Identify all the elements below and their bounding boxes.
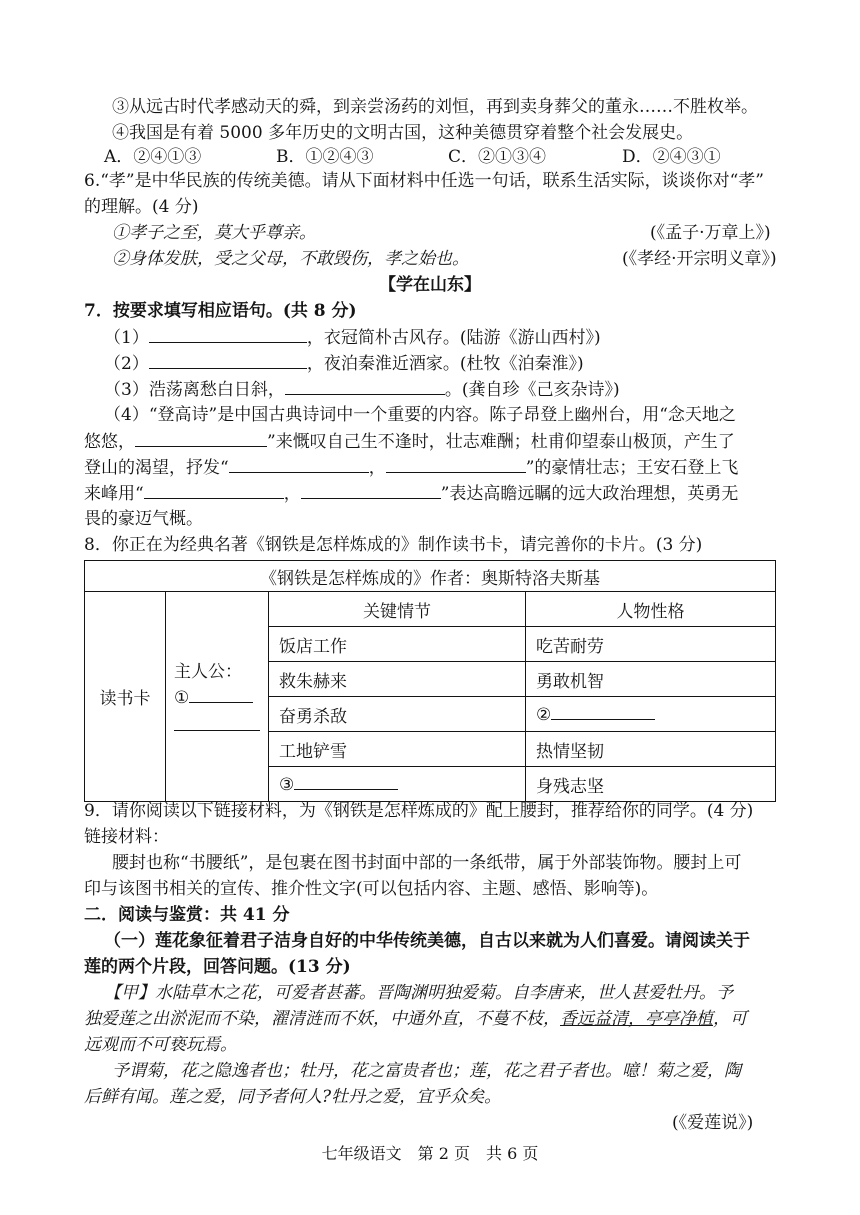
passage-jia-line1: 【甲】水陆草木之花，可爱者甚蕃。晋陶渊明独爱菊。自李唐来，世人甚爱牡丹。予 bbox=[104, 983, 733, 1003]
q7-item-1-number: （1） bbox=[104, 328, 149, 348]
q5-sentence-3: ③从远古时代孝感动天的舜，到亲尝汤药的刘恒，再到卖身葬父的董永……不胜枚举。 bbox=[112, 97, 758, 117]
q5-option-d: D．②④③① bbox=[622, 147, 721, 167]
q7-item-4-blank-1[interactable] bbox=[135, 430, 267, 447]
protagonist-label: 主人公： bbox=[174, 662, 242, 682]
q7-item-4-line3-b: ， bbox=[368, 458, 386, 478]
character-cell: 吃苦耐劳 bbox=[526, 627, 776, 662]
q7-item-2-text: ，夜泊秦淮近酒家。(杜牧《泊秦淮》) bbox=[306, 354, 584, 374]
character-blank-number: ② bbox=[536, 705, 552, 725]
character-blank-line[interactable] bbox=[551, 703, 655, 720]
q5-option-b: B．①②④③ bbox=[276, 147, 374, 167]
col-header-plot: 关键情节 bbox=[269, 592, 526, 627]
plot-blank-line[interactable] bbox=[294, 773, 398, 790]
part2-subheading-line2: 莲的两个片段，回答问题。(13 分) bbox=[84, 957, 351, 977]
plot-cell: 饭店工作 bbox=[269, 627, 526, 662]
q7-item-4-line2 bbox=[84, 430, 735, 453]
plot-cell: 救朱赫来 bbox=[269, 662, 526, 697]
q7-item-4-line4-c: ”表达高瞻远瞩的远大政治理想，英勇无 bbox=[440, 484, 739, 504]
q7-item-1 bbox=[104, 326, 601, 349]
q6-quote-2: ②身体发肤，受之父母，不敢毁伤，孝之始也。 bbox=[112, 249, 469, 269]
plot-cell: 奋勇杀敌 bbox=[269, 697, 526, 732]
q9-link-label: 链接材料： bbox=[84, 827, 169, 847]
part2-subheading-line1: （一）莲花象征着君子洁身自好的中华传统美德，自古以来就为人们喜爱。请阅读关于 bbox=[104, 931, 750, 951]
q7-item-4-line3-a: 登山的渴望，抒发“ bbox=[84, 458, 229, 478]
q7-item-2 bbox=[104, 352, 584, 375]
passage-jia-line2-a: 独爱莲之出淤泥而不染，濯清涟而不妖，中通外直，不蔓不枝， bbox=[84, 1009, 560, 1029]
q7-item-4-line2-a: 悠悠， bbox=[84, 432, 135, 452]
q7-item-4-line5: 畏的豪迈气概。 bbox=[84, 509, 203, 529]
protagonist-number: ① bbox=[174, 688, 190, 708]
q7-item-4-blank-5[interactable] bbox=[301, 482, 441, 499]
q7-item-3 bbox=[104, 378, 620, 401]
passage-jia-line2 bbox=[84, 1008, 747, 1030]
reading-card-label: 读书卡 bbox=[85, 592, 166, 802]
q5-option-c: C．②①③④ bbox=[448, 147, 547, 167]
q7-item-3-pre: （3）浩荡离愁白日斜， bbox=[104, 380, 285, 400]
passage-source: (《爱莲说》) bbox=[672, 1113, 754, 1133]
plot-cell-blank[interactable] bbox=[269, 767, 526, 802]
q7-item-4-line3 bbox=[84, 456, 738, 479]
section-title: 【学在山东】 bbox=[379, 275, 481, 295]
protagonist-blank-1[interactable] bbox=[189, 686, 253, 703]
q6-source-1: (《孟子·万章上》) bbox=[650, 223, 771, 243]
q6-prompt-line2: 的理解。(4 分) bbox=[84, 197, 199, 217]
q7-item-3-blank[interactable] bbox=[285, 378, 445, 395]
plot-cell: 工地铲雪 bbox=[269, 732, 526, 767]
page-footer: 七年级语文 第 2 页 共 6 页 bbox=[321, 1144, 539, 1163]
q7-item-2-blank[interactable] bbox=[149, 352, 307, 369]
q7-item-4-line3-c: ”的豪情壮志；王安石登上飞 bbox=[525, 458, 739, 478]
q7-item-4-line4-a: 来峰用“ bbox=[84, 484, 144, 504]
table-title: 《钢铁是怎样炼成的》作者：奥斯特洛夫斯基 bbox=[85, 561, 776, 592]
passage-jia-line4: 予谓菊，花之隐逸者也；牡丹，花之富贵者也；莲，花之君子者也。噫！菊之爱，陶 bbox=[112, 1061, 741, 1081]
q7-item-4-line1: （4）“登高诗”是中国古典诗词中一个重要的内容。陈子昂登上幽州台，用“念天地之 bbox=[104, 405, 736, 425]
q6-prompt-line1: 6.“孝”是中华民族的传统美德。请从下面材料中任选一句话，联系生活实际，谈谈你对“孝” bbox=[84, 171, 764, 191]
reading-card-table bbox=[84, 560, 776, 802]
character-cell: 热情坚韧 bbox=[526, 732, 776, 767]
q7-item-1-text: ，衣冠简朴古风存。(陆游《游山西村》) bbox=[306, 328, 601, 348]
q7-item-4-line2-b: ”来慨叹自己生不逢时，壮志难酬；杜甫仰望泰山极顶，产生了 bbox=[267, 432, 735, 452]
q7-item-4-line4 bbox=[84, 482, 738, 505]
q7-item-3-post: 。(龚自珍《己亥杂诗》) bbox=[444, 380, 620, 400]
q7-item-4-blank-4[interactable] bbox=[144, 482, 284, 499]
q8-heading: 8．你正在为经典名著《钢铁是怎样炼成的》制作读书卡，请完善你的卡片。(3 分) bbox=[84, 535, 703, 555]
q9-paragraph-line1: 腰封也称“书腰纸”，是包裹在图书封面中部的一条纸带，属于外部装饰物。腰封上可 bbox=[112, 853, 742, 873]
q7-item-4-blank-2[interactable] bbox=[229, 456, 369, 473]
q7-item-4-blank-3[interactable] bbox=[386, 456, 526, 473]
character-cell: 身残志坚 bbox=[526, 767, 776, 802]
q5-sentence-4: ④我国是有着 5000 多年历史的文明古国，这种美德贯穿着整个社会发展史。 bbox=[112, 123, 694, 143]
protagonist-cell bbox=[166, 592, 269, 802]
passage-jia-line5: 后鲜有闻。莲之爱，同予者何人?牡丹之爱，宜乎众矣。 bbox=[84, 1087, 502, 1107]
q7-item-2-number: （2） bbox=[104, 354, 149, 374]
plot-blank-number: ③ bbox=[279, 775, 295, 795]
q7-item-1-blank[interactable] bbox=[149, 326, 307, 343]
character-cell: 勇敢机智 bbox=[526, 662, 776, 697]
q9-paragraph-line2: 印与该图书相关的宣传、推介性文字(可以包括内容、主题、感悟、影响等)。 bbox=[84, 879, 659, 899]
q7-heading: 7．按要求填写相应语句。(共 8 分) bbox=[84, 301, 357, 321]
passage-underlined-phrase: 香远益清，亭亭净植 bbox=[560, 1009, 713, 1029]
q5-option-a: A．②④①③ bbox=[104, 147, 202, 167]
passage-jia-line2-b: ，可 bbox=[713, 1009, 747, 1029]
q6-source-2: (《孝经·开宗明义章》) bbox=[622, 249, 777, 269]
protagonist-blank-2[interactable] bbox=[174, 714, 260, 731]
part2-heading: 二．阅读与鉴赏：共 41 分 bbox=[84, 905, 290, 925]
q9-heading: 9．请你阅读以下链接材料，为《钢铁是怎样炼成的》配上腰封，推荐给你的同学。(4 分) bbox=[84, 801, 754, 821]
q6-quote-1: ①孝子之至，莫大乎尊亲。 bbox=[112, 223, 316, 243]
character-cell-blank[interactable] bbox=[526, 697, 776, 732]
passage-jia-line3: 远观而不可亵玩焉。 bbox=[84, 1035, 237, 1055]
q7-item-4-line4-b: ， bbox=[283, 484, 301, 504]
col-header-character: 人物性格 bbox=[526, 592, 776, 627]
